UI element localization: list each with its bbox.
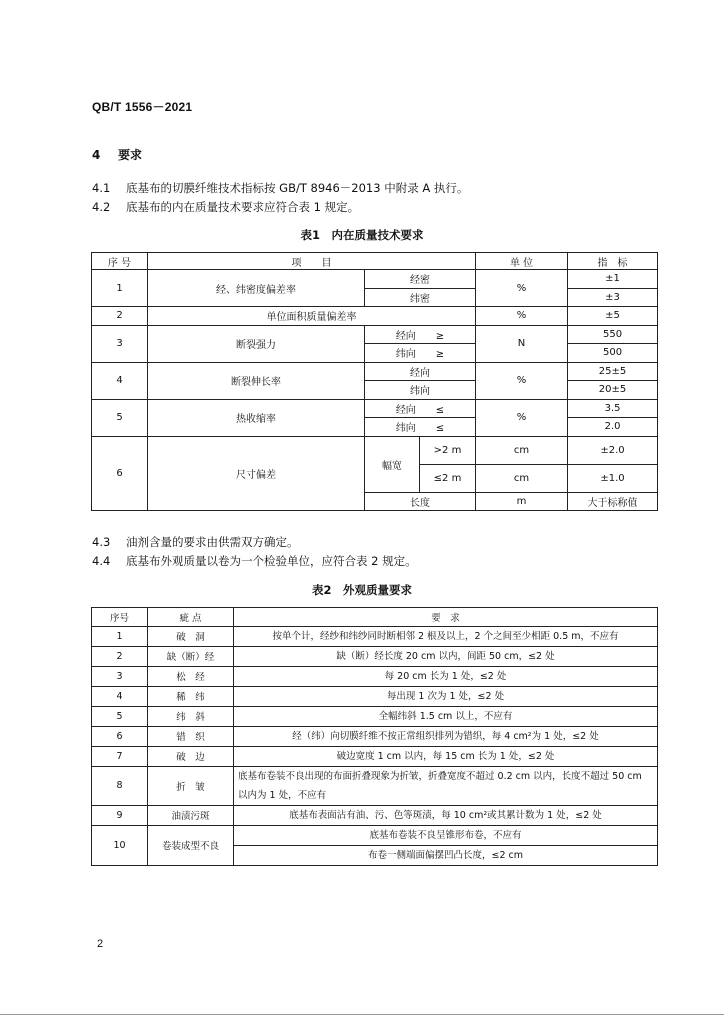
row-unit: % (476, 399, 568, 436)
row-defect: 松 经 (148, 666, 234, 686)
row-subitem: 纬向 (365, 381, 476, 400)
row-seq: 8 (92, 766, 148, 805)
table-row (92, 666, 658, 686)
row-value: 500 (568, 344, 658, 363)
row-requirement: 每 20 cm 长为 1 处，≤2 处 (234, 666, 658, 686)
row-item: 热收缩率 (148, 399, 365, 436)
row-defect: 破 洞 (148, 626, 234, 646)
row-subitem: 经向 ≤ (365, 399, 476, 418)
clause-text: 底基布外观质量以卷为一个检验单位，应符合表 2 规定。 (126, 554, 417, 568)
table-row (92, 399, 658, 418)
row-requirement: 底基布卷装不良呈锥形布卷，不应有 (234, 825, 658, 845)
table-row (92, 726, 658, 746)
table-header-row (92, 253, 658, 270)
row-value: 25±5 (568, 362, 658, 381)
header-item: 项 目 (148, 253, 476, 270)
table-row (92, 766, 658, 805)
table-row (92, 307, 658, 326)
table-row (92, 362, 658, 381)
row-seq: 3 (92, 666, 148, 686)
header-seq: 序 号 (92, 253, 148, 270)
scan-edge-divider (0, 1014, 724, 1015)
row-seq: 5 (92, 706, 148, 726)
row-requirement: 全幅纬斜 1.5 cm 以上，不应有 (234, 706, 658, 726)
row-item: 单位面积质量偏差率 (148, 307, 476, 326)
table2-title: 表2 外观质量要求 (311, 583, 412, 597)
row-defect: 卷装成型不良 (148, 825, 234, 865)
row-requirement: 破边宽度 1 cm 以内，每 15 cm 长为 1 处，≤2 处 (234, 746, 658, 766)
row-subitem: 经密 (365, 270, 476, 289)
row-item: 经、纬密度偏差率 (148, 270, 365, 307)
row-seq: 1 (92, 626, 148, 646)
row-subitem: 经向 (365, 362, 476, 381)
row-requirement: 按单个计，经纱和纬纱同时断相邻 2 根及以上，2 个之间至少相距 0.5 m，不应有 (234, 626, 658, 646)
row-value: 2.0 (568, 418, 658, 437)
row-defect: 缺（断）经 (148, 646, 234, 666)
section-heading (92, 146, 142, 163)
table-row (92, 626, 658, 646)
row-requirement: 底基布卷装不良出现的布面折叠现象为折皱，折叠宽度不超过 0.2 cm 以内，长度不超过 50 cm 以内为 1 处，不应有 (234, 766, 658, 805)
row-seq: 1 (92, 270, 148, 307)
row-subitem: 纬向 ≤ (365, 418, 476, 437)
row-subitem: 纬向 ≥ (365, 344, 476, 363)
row-width-condition: >2 m (420, 436, 476, 464)
row-seq: 9 (92, 805, 148, 825)
header-index: 指 标 (568, 253, 658, 270)
row-seq: 3 (92, 325, 148, 362)
row-seq: 2 (92, 646, 148, 666)
row-defect: 稀 纬 (148, 686, 234, 706)
clause-number: 4.2 (92, 200, 111, 214)
row-requirement: 每出现 1 次为 1 处，≤2 处 (234, 686, 658, 706)
row-width-condition: ≤2 m (420, 464, 476, 492)
header-unit: 单 位 (476, 253, 568, 270)
row-value: ±1 (568, 270, 658, 289)
clause-text: 油剂含量的要求由供需双方确定。 (126, 535, 299, 549)
clause-4-1 (92, 180, 468, 196)
row-seq: 6 (92, 436, 148, 511)
row-seq: 5 (92, 399, 148, 436)
clause-text: 底基布的内在质量技术要求应符合表 1 规定。 (126, 200, 360, 214)
row-item: 断裂强力 (148, 325, 365, 362)
clause-number: 4.4 (92, 554, 111, 568)
row-defect: 折 皱 (148, 766, 234, 805)
table-header-row (92, 608, 658, 627)
row-defect: 油渍污斑 (148, 805, 234, 825)
row-item: 尺寸偏差 (148, 436, 365, 511)
standard-code: QB/T 1556－2021 (92, 100, 193, 114)
row-subitem: 纬密 (365, 288, 476, 307)
table-row (92, 825, 658, 845)
row-unit: cm (476, 464, 568, 492)
row-defect: 破 边 (148, 746, 234, 766)
row-seq: 6 (92, 726, 148, 746)
table-row (92, 805, 658, 825)
table-row (92, 646, 658, 666)
header-requirement: 要 求 (234, 608, 658, 627)
table-row (92, 325, 658, 344)
row-seq: 7 (92, 746, 148, 766)
table-row (92, 706, 658, 726)
section-title: 要求 (118, 148, 143, 162)
table-row (92, 686, 658, 706)
header-seq: 序号 (92, 608, 148, 627)
clause-4-2 (92, 199, 359, 215)
clause-4-4 (92, 553, 417, 569)
table1-title: 表1 内在质量技术要求 (300, 228, 424, 242)
row-seq: 10 (92, 825, 148, 865)
row-value: 大于标称值 (568, 492, 658, 511)
row-requirement: 经（纬）向切膜纤维不按正常组织排列为错织，每 4 cm²为 1 处，≤2 处 (234, 726, 658, 746)
row-value: ±2.0 (568, 436, 658, 464)
header-defect: 疵 点 (148, 608, 234, 627)
table-row (92, 270, 658, 289)
clause-number: 4.1 (92, 181, 111, 195)
clause-number: 4.3 (92, 535, 111, 549)
clause-text: 底基布的切膜纤维技术指标按 GB/T 8946－2013 中附录 A 执行。 (126, 181, 469, 195)
row-item: 断裂伸长率 (148, 362, 365, 399)
row-value: 3.5 (568, 399, 658, 418)
row-requirement: 布卷一侧端面偏摆凹凸长度，≤2 cm (234, 845, 658, 865)
appearance-requirements-table (91, 607, 658, 866)
row-seq: 4 (92, 686, 148, 706)
row-seq: 2 (92, 307, 148, 326)
quality-requirements-table (91, 252, 658, 511)
row-requirement: 缺（断）经长度 20 cm 以内，间距 50 cm，≤2 处 (234, 646, 658, 666)
section-number: 4 (92, 148, 101, 162)
row-unit: N (476, 325, 568, 362)
row-unit: % (476, 307, 568, 326)
row-seq: 4 (92, 362, 148, 399)
page-number: 2 (97, 938, 104, 950)
row-subitem-width: 幅宽 (365, 436, 420, 492)
row-defect: 纬 斜 (148, 706, 234, 726)
row-requirement: 底基布表面沾有油、污、色等斑渍，每 10 cm²或其累计数为 1 处，≤2 处 (234, 805, 658, 825)
row-unit: % (476, 362, 568, 399)
row-defect: 错 织 (148, 726, 234, 746)
row-value: 20±5 (568, 381, 658, 400)
row-unit: cm (476, 436, 568, 464)
row-value: ±5 (568, 307, 658, 326)
row-subitem: 经向 ≥ (365, 325, 476, 344)
row-subitem-length: 长度 (365, 492, 476, 511)
row-value: 550 (568, 325, 658, 344)
row-unit: m (476, 492, 568, 511)
clause-4-3 (92, 534, 299, 550)
row-unit: % (476, 270, 568, 307)
table-row (92, 746, 658, 766)
row-value: ±1.0 (568, 464, 658, 492)
row-value: ±3 (568, 288, 658, 307)
table-row (92, 436, 658, 464)
